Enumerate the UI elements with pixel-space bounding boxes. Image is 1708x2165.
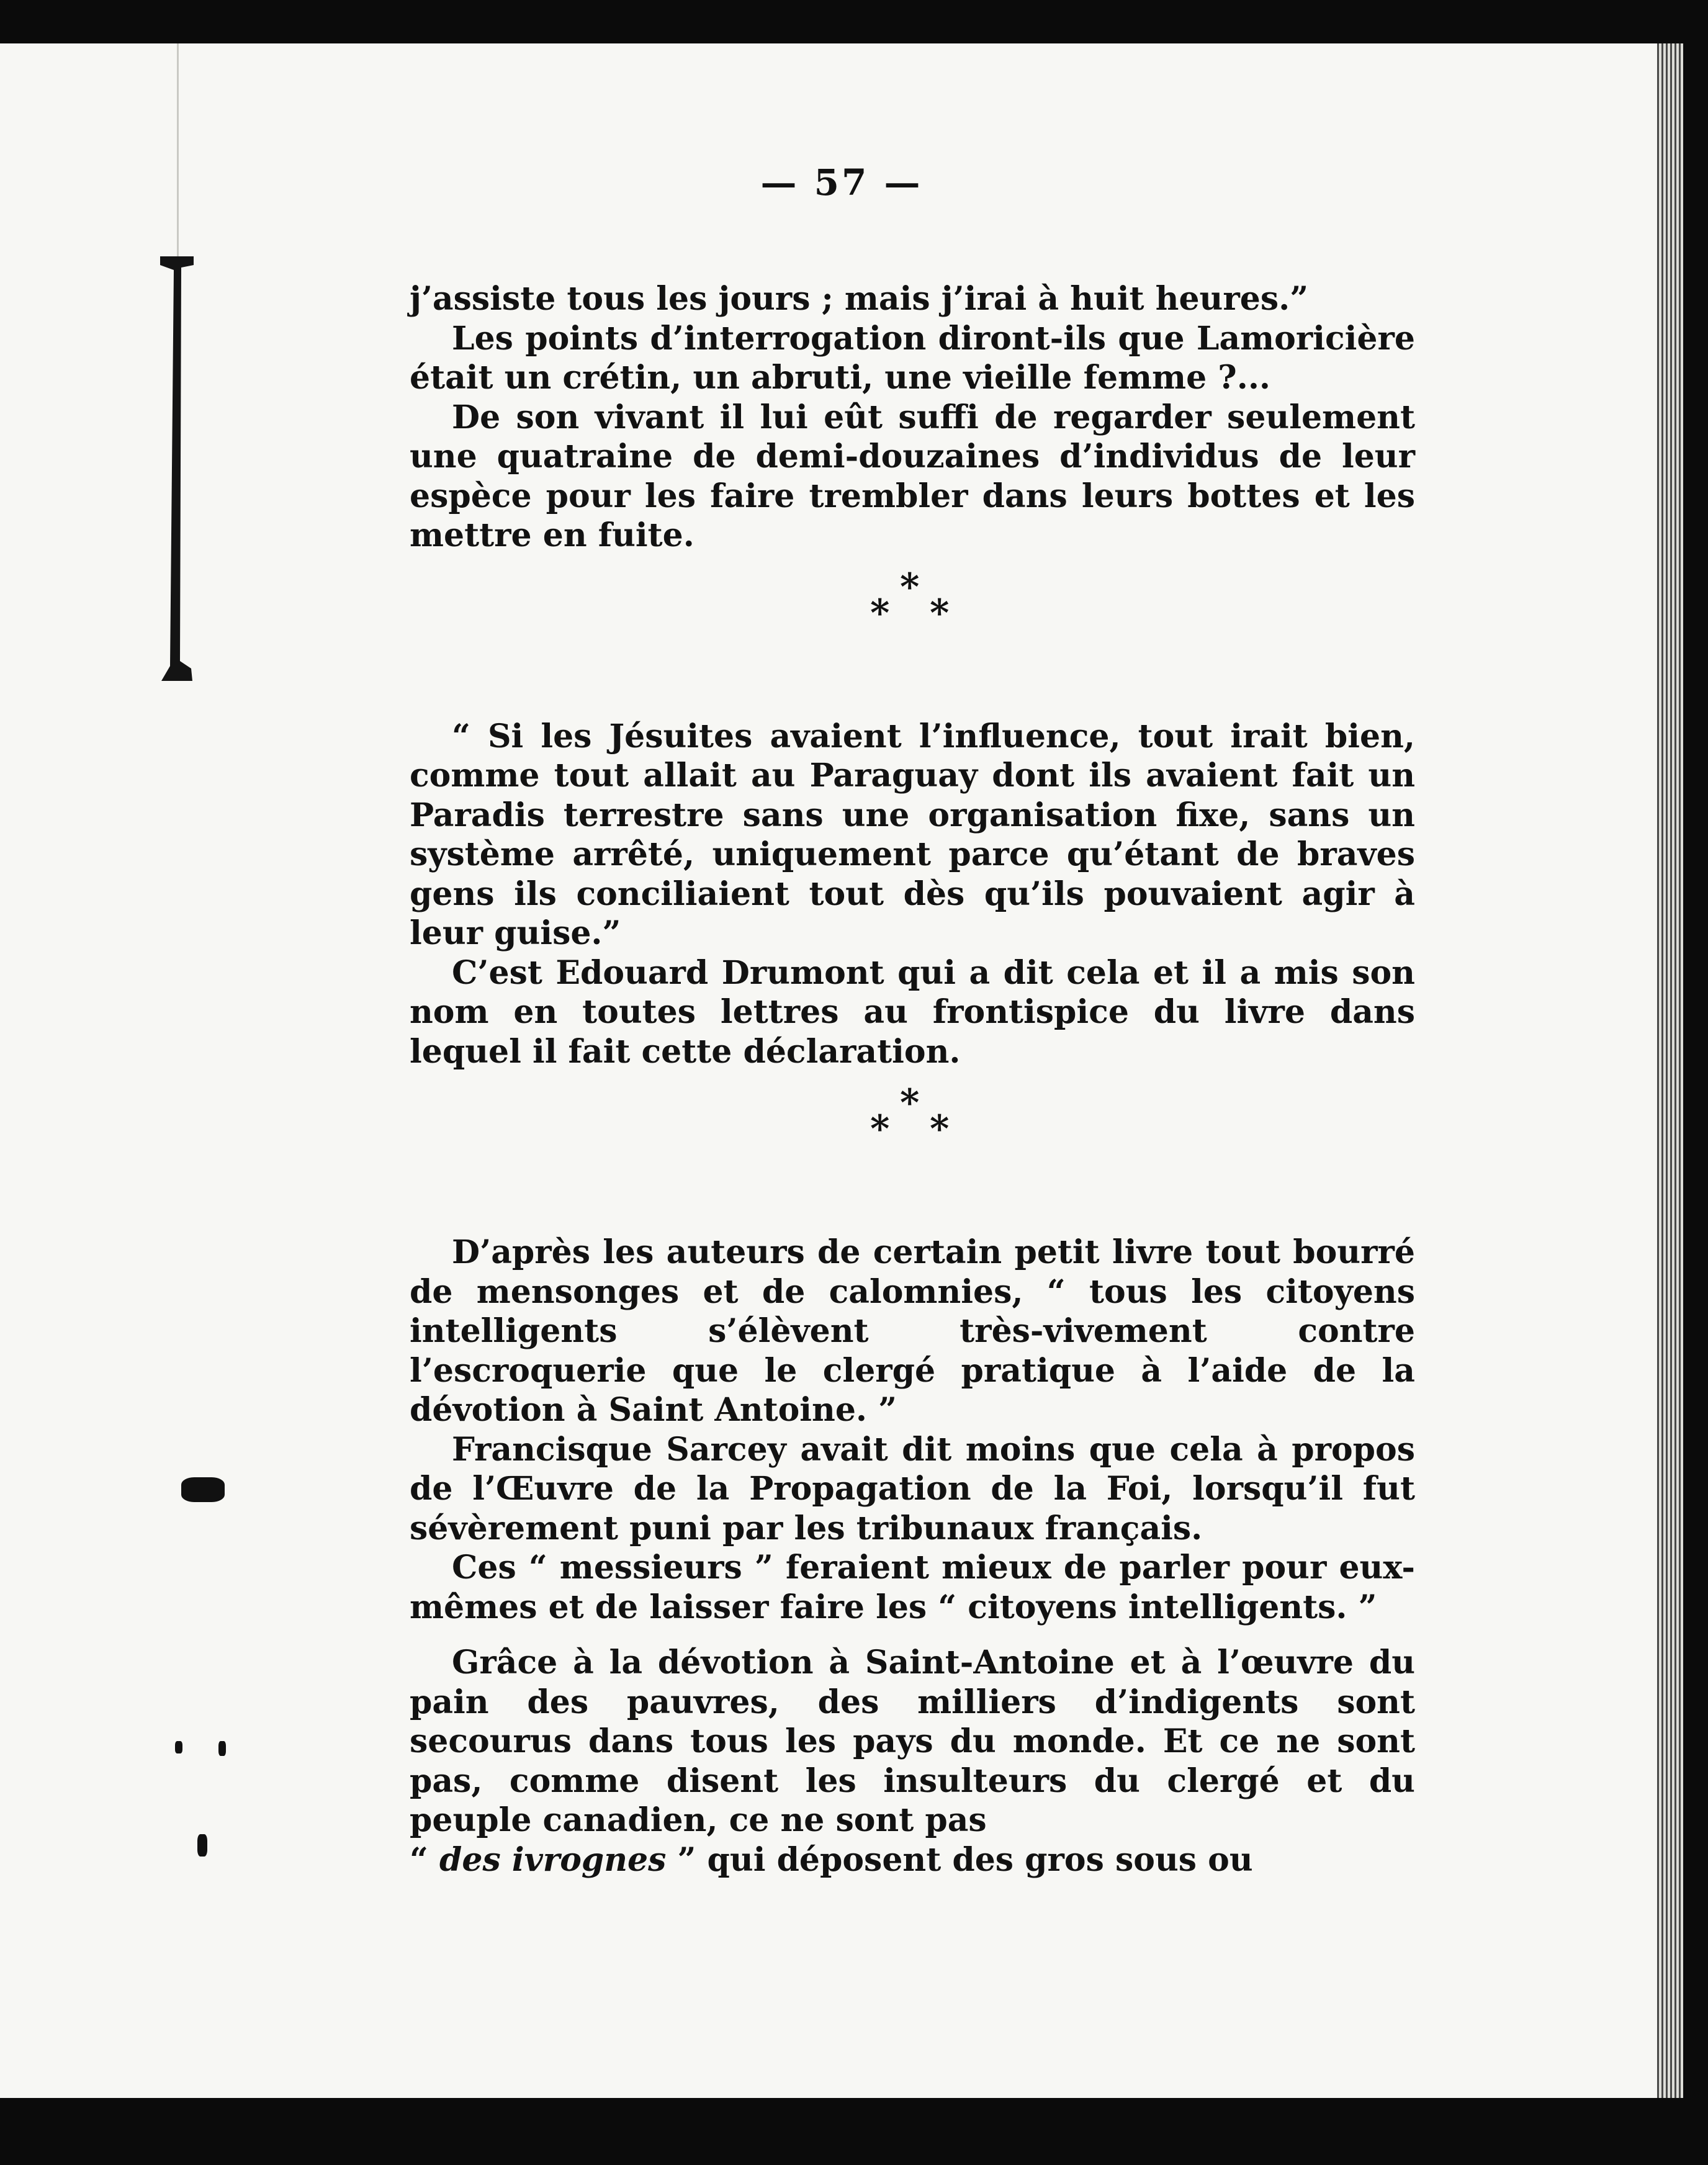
page-edge-stack — [1657, 43, 1683, 2098]
page-number: — 57 — — [760, 161, 923, 204]
separator-star: * — [900, 1081, 920, 1125]
ink-smudge — [175, 1741, 182, 1753]
section-separator — [410, 556, 1415, 717]
separator-star: * — [870, 591, 890, 635]
margin-bracket-mark — [155, 251, 199, 686]
paragraph: D’après les auteurs de certain petit livre tout bourré de mensonges et de calomnies, “ tous les citoyens intelligents s’élèvent très-vivement contre l’escroquerie que le clergé pratique à l’aide de la dévotion à Saint Antoine. ” — [410, 1233, 1415, 1429]
paragraph — [410, 1643, 1415, 1879]
open-quote: “ — [410, 1840, 440, 1879]
paragraph-text: ” qui déposent des gros sous ou — [677, 1840, 1253, 1879]
paragraph: j’assiste tous les jours ; mais j’irai à huit heures.” — [410, 280, 1309, 318]
italic-phrase: des ivrognes — [439, 1840, 667, 1879]
separator-star: * — [930, 591, 950, 635]
separator-star: * — [870, 1107, 890, 1151]
paragraph: De son vivant il lui eût suffi de regarder seulement une quatraine de demi-douzaines d’individus de leur espèce pour les faire trembler dans leurs bottes et les mettre en fuite. — [410, 398, 1415, 554]
ink-smudge — [197, 1834, 207, 1857]
paragraph: Les points d’interrogation diront-ils que Lamoricière était un crétin, un abruti, une vieille femme ?... — [410, 319, 1415, 397]
section-separator — [410, 1071, 1415, 1233]
paragraph-text: Grâce à la dévotion à Saint-Antoine et à l’œuvre du pain des pauvres, des milliers d’indigents sont secourus dans tous les pays du monde. Et ce ne sont pas, comme disent les insulteurs du clergé et du peuple canadien, ce ne sont pas — [410, 1644, 1415, 1839]
paragraph: C’est Edouard Drumont qui a dit cela et il a mis son nom en toutes lettres au frontispice du livre dans lequel il fait cette déclaration. — [410, 953, 1415, 1071]
paragraph: Ces “ messieurs ” feraient mieux de parler pour eux-mêmes et de laisser faire les “ citoyens intelligents. ” — [410, 1549, 1415, 1626]
separator-star: * — [900, 565, 920, 609]
quoted-paragraph: “ Si les Jésuites avaient l’influence, tout irait bien, comme tout allait au Paraguay dont ils avaient fait un Paradis terrestre sans une organisation fixe, sans un système arrêté, uniquement parce qu’étant de braves gens ils conciliaient tout dès qu’ils pouvaient agir à leur guise.” — [410, 717, 1415, 952]
paragraph-gap — [410, 1627, 1415, 1643]
book-page — [0, 43, 1683, 2098]
separator-star: * — [930, 1107, 950, 1151]
ink-smudge — [218, 1741, 226, 1756]
body-text — [410, 279, 1415, 1879]
paragraph: Francisque Sarcey avait dit moins que cela à propos de l’Œuvre de la Propagation de la Foi, lorsqu’il fut sévèrement puni par les tribunaux français. — [410, 1430, 1415, 1547]
ink-smudge — [181, 1477, 225, 1502]
